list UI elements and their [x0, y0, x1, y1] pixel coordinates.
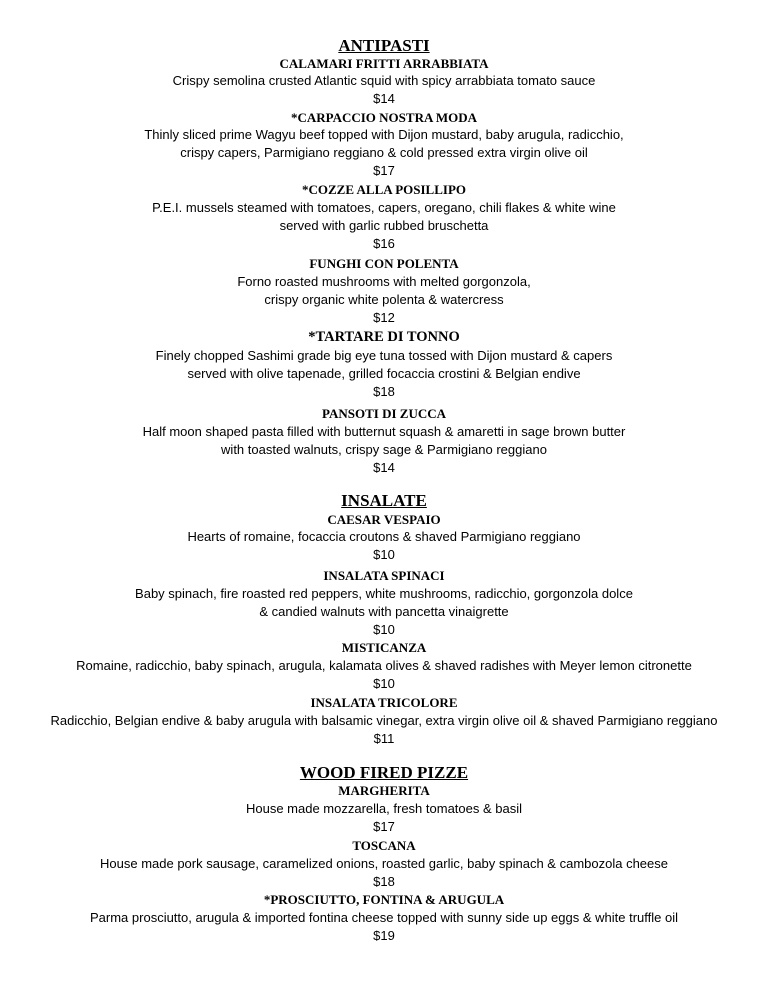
dish-desc-margherita: House made mozzarella, fresh tomatoes & basil: [245, 801, 522, 816]
dish-desc-carpaccio-2: crispy capers, Parmigiano reggiano & cold pressed extra virgin olive oil: [180, 145, 588, 160]
dish-price-caesar: $10: [373, 547, 395, 562]
dish-price-tartare: $18: [373, 384, 395, 399]
dish-desc-tricolore: Radicchio, Belgian endive & baby arugula with balsamic vinegar, extra virgin olive oil & shaved Parmigiano reggiano: [50, 713, 718, 728]
dish-name-cozze: *COZZE ALLA POSILLIPO: [302, 182, 466, 197]
dish-name-carpaccio: *CARPACCIO NOSTRA MODA: [290, 110, 478, 125]
dish-name-margherita: MARGHERITA: [338, 783, 430, 798]
dish-desc-tartare-1: Finely chopped Sashimi grade big eye tuna tossed with Dijon mustard & capers: [155, 348, 613, 363]
dish-price-spinaci: $10: [373, 622, 395, 637]
dish-name-tricolore: INSALATA TRICOLORE: [310, 695, 458, 710]
dish-desc-funghi-1: Forno roasted mushrooms with melted gorgonzola,: [237, 274, 531, 289]
section-title-pizze: WOOD FIRED PIZZE: [299, 763, 469, 782]
dish-name-caesar: CAESAR VESPAIO: [327, 512, 441, 527]
dish-price-misticanza: $10: [373, 676, 395, 691]
dish-desc-pansoti-1: Half moon shaped pasta filled with butternut squash & amaretti in sage brown butter: [142, 424, 626, 439]
dish-desc-cozze-1: P.E.I. mussels steamed with tomatoes, capers, oregano, chili flakes & white wine: [152, 200, 616, 215]
dish-desc-tartare-2: served with olive tapenade, grilled focaccia crostini & Belgian endive: [187, 366, 581, 381]
dish-price-calamari: $14: [373, 91, 395, 106]
dish-name-calamari: CALAMARI FRITTI ARRABBIATA: [279, 56, 489, 71]
dish-desc-prosciutto: Parma prosciutto, arugula & imported fontina cheese topped with sunny side up eggs & white truffle oil: [90, 910, 678, 925]
dish-name-tartare: *TARTARE DI TONNO: [308, 329, 460, 345]
dish-price-funghi: $12: [373, 310, 395, 325]
dish-desc-carpaccio-1: Thinly sliced prime Wagyu beef topped with Dijon mustard, baby arugula, radicchio,: [144, 127, 624, 142]
dish-name-funghi: FUNGHI CON POLENTA: [309, 256, 459, 271]
dish-desc-misticanza: Romaine, radicchio, baby spinach, arugula, kalamata olives & shaved radishes with Meyer lemon citronette: [76, 658, 692, 673]
dish-name-prosciutto: *PROSCIUTTO, FONTINA & ARUGULA: [263, 892, 505, 907]
dish-price-prosciutto: $19: [373, 928, 395, 943]
dish-desc-spinaci-1: Baby spinach, fire roasted red peppers, white mushrooms, radicchio, gorgonzola dolce: [135, 586, 633, 601]
dish-price-toscana: $18: [373, 874, 395, 889]
dish-desc-calamari: Crispy semolina crusted Atlantic squid with spicy arrabbiata tomato sauce: [172, 73, 596, 88]
dish-desc-toscana: House made pork sausage, caramelized onions, roasted garlic, baby spinach & cambozola cheese: [100, 856, 668, 871]
dish-price-pansoti: $14: [373, 460, 395, 475]
dish-desc-caesar: Hearts of romaine, focaccia croutons & shaved Parmigiano reggiano: [187, 529, 581, 544]
dish-name-toscana: TOSCANA: [352, 838, 416, 853]
dish-name-spinaci: INSALATA SPINACI: [323, 568, 445, 583]
section-title-antipasti: ANTIPASTI: [338, 36, 430, 55]
dish-price-margherita: $17: [373, 819, 395, 834]
dish-price-carpaccio: $17: [373, 163, 395, 178]
dish-name-misticanza: MISTICANZA: [341, 640, 427, 655]
section-title-insalate: INSALATE: [341, 491, 427, 510]
dish-name-pansoti: PANSOTI DI ZUCCA: [322, 406, 446, 421]
dish-desc-spinaci-2: & candied walnuts with pancetta vinaigrette: [259, 604, 509, 619]
dish-price-tricolore: $11: [373, 731, 395, 746]
dish-desc-pansoti-2: with toasted walnuts, crispy sage & Parmigiano reggiano: [221, 442, 547, 457]
dish-desc-cozze-2: served with garlic rubbed bruschetta: [279, 218, 489, 233]
dish-price-cozze: $16: [373, 236, 395, 251]
dish-desc-funghi-2: crispy organic white polenta & watercress: [264, 292, 504, 307]
